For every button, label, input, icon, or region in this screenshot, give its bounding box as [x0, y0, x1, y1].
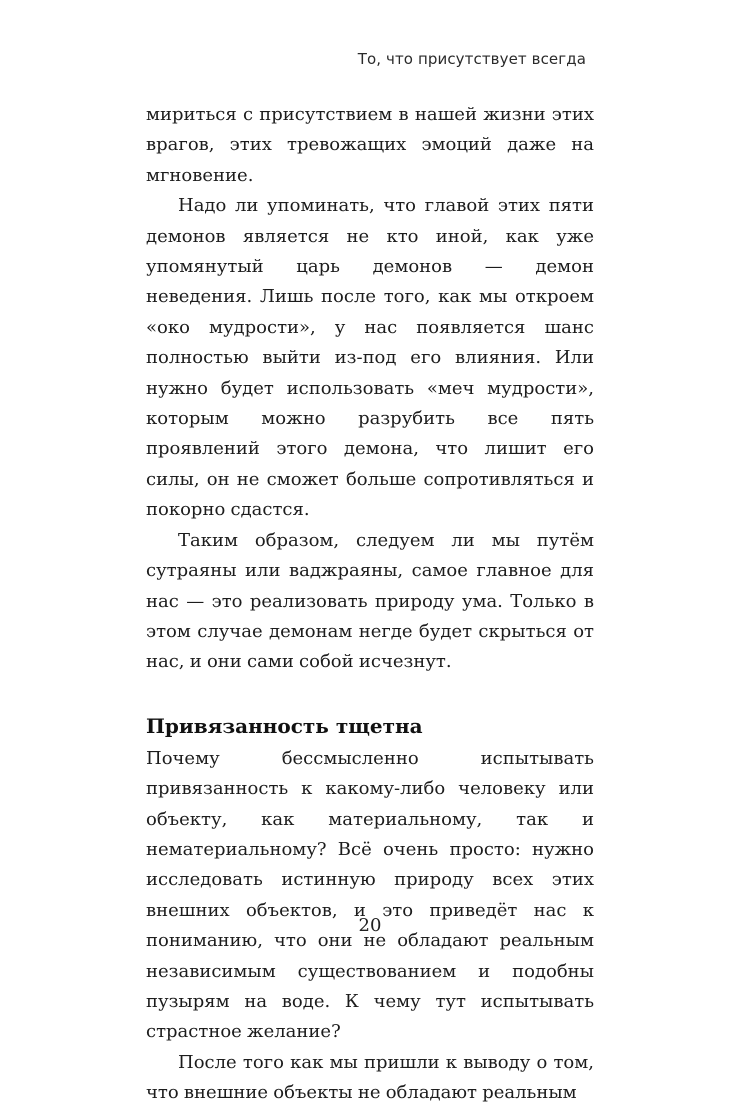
paragraph-continuation: мириться с присутствием в нашей жизни этих врагов, этих тревожащих эмоций даже на мгновение.: [146, 104, 594, 186]
page-number: 20: [358, 915, 382, 936]
paragraph: Почему бессмысленно испытывать привязанность к какому-либо человеку или объекту, как материальному, так и нематериальному? Всё очень просто: нужно исследовать истинную природу всех этих внешних объектов, и это приведёт нас к пониманию, что они не обладают реальным независимым существованием и подобны пузырям на воде. К чему тут испытывать страстное желание?: [146, 747, 594, 1043]
paragraph: Таким образом, следуем ли мы путём сутраяны или ваджраяны, самое главное для нас — это реализовать природу ума. Только в этом случае демонам негде будет скрыться от нас, и они сами собой исчезнут.: [146, 529, 594, 673]
paragraph: Надо ли упоминать, что главой этих пяти демонов является не кто иной, как уже упомянутый царь демонов — демон неведения. Лишь после того, как мы откроем «око мудрости», у нас появляется шанс полностью выйти из-под его влияния. Или нужно будет использовать «меч мудрости», которым можно разрубить все пять проявлений этого демона, что лишит его силы, он не сможет больше сопротивляться и покорно сдастся.: [146, 195, 594, 521]
main-text: [146, 100, 594, 1109]
paragraph-continues: После того как мы пришли к выводу о том, что внешние объекты не обладают реальным: [146, 1051, 594, 1104]
section-heading: Привязанность тщетна: [146, 713, 423, 738]
running-header: То, что присутствует всегда: [357, 50, 586, 68]
